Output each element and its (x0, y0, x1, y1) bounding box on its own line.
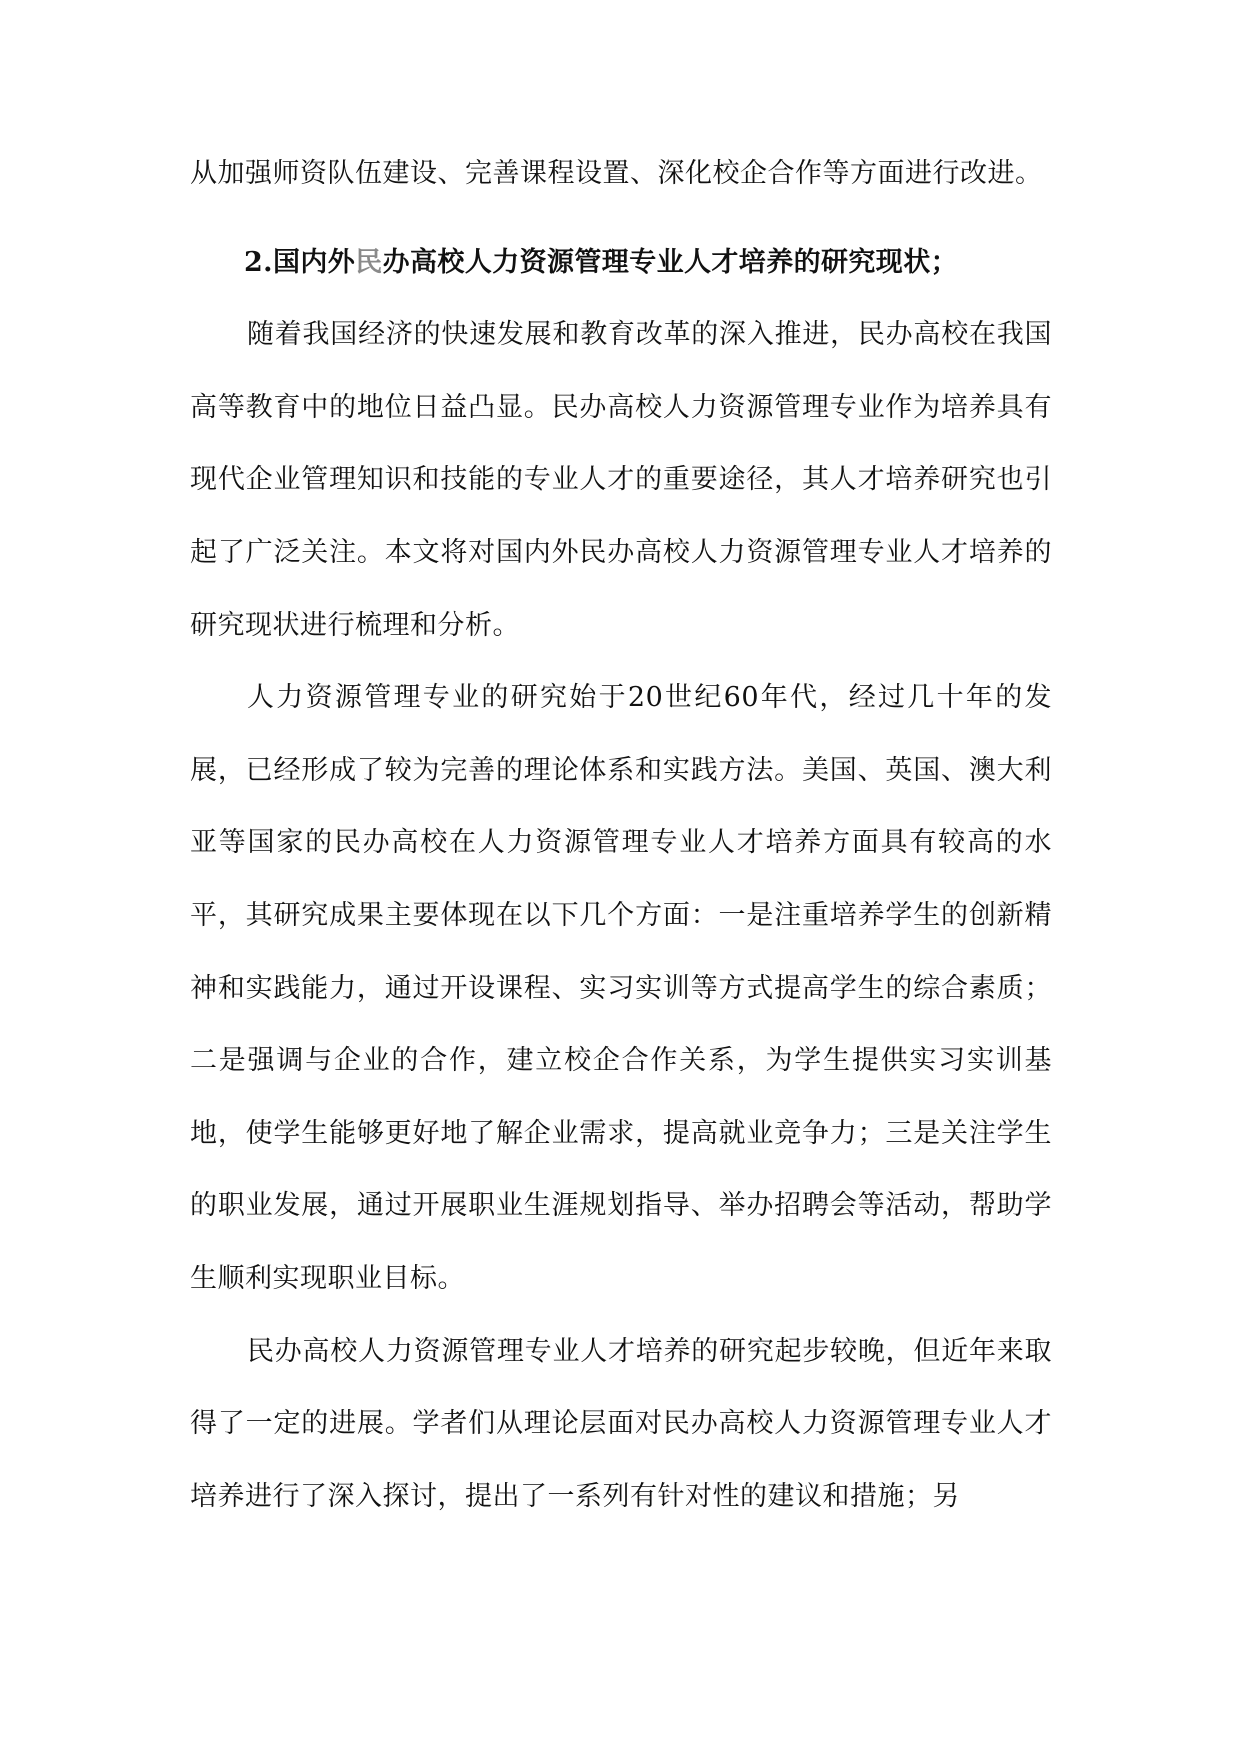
section-heading (190, 227, 1052, 300)
document-page (190, 138, 1052, 1533)
heading-highlight: 民 (355, 246, 383, 278)
paragraph-domestic-research: 民办高校人力资源管理专业人才培养的研究起步较晚，但近年来取得了一定的进展。学者们从理论层面对民办高校人力资源管理专业人才培养进行了深入探讨，提出了一系列有针对性的建议和措施；另 (190, 1335, 1052, 1512)
heading-suffix: 办高校人力资源管理专业人才培养的研究现状； (382, 246, 958, 278)
heading-prefix: 2.国内外 (244, 246, 356, 278)
paragraph-intro: 随着我国经济的快速发展和教育改革的深入推进，民办高校在我国高等教育中的地位日益凸显。民办高校人力资源管理专业作为培养具有现代企业管理知识和技能的专业人才的重要途径，其人才培养研究也引起了广泛关注。本文将对国内外民办高校人力资源管理专业人才培养的研究现状进行梳理和分析。 (190, 319, 1052, 641)
continuation-paragraph: 从加强师资队伍建设、完善课程设置、深化校企合作等方面进行改进。 (190, 158, 1043, 189)
paragraph-foreign-research: 人力资源管理专业的研究始于20世纪60年代，经过几十年的发展，已经形成了较为完善的理论体系和实践方法。美国、英国、澳大利亚等国家的民办高校在人力资源管理专业人才培养方面具有较高的水平，其研究成果主要体现在以下几个方面：一是注重培养学生的创新精神和实践能力，通过开设课程、实习实训等方式提高学生的综合素质；二是强调与企业的合作，建立校企合作关系，为学生提供实习实训基地，使学生能够更好地了解企业需求，提高就业竞争力；三是关注学生的职业发展，通过开展职业生涯规划指导、举办招聘会等活动，帮助学生顺利实现职业目标。 (190, 682, 1052, 1294)
